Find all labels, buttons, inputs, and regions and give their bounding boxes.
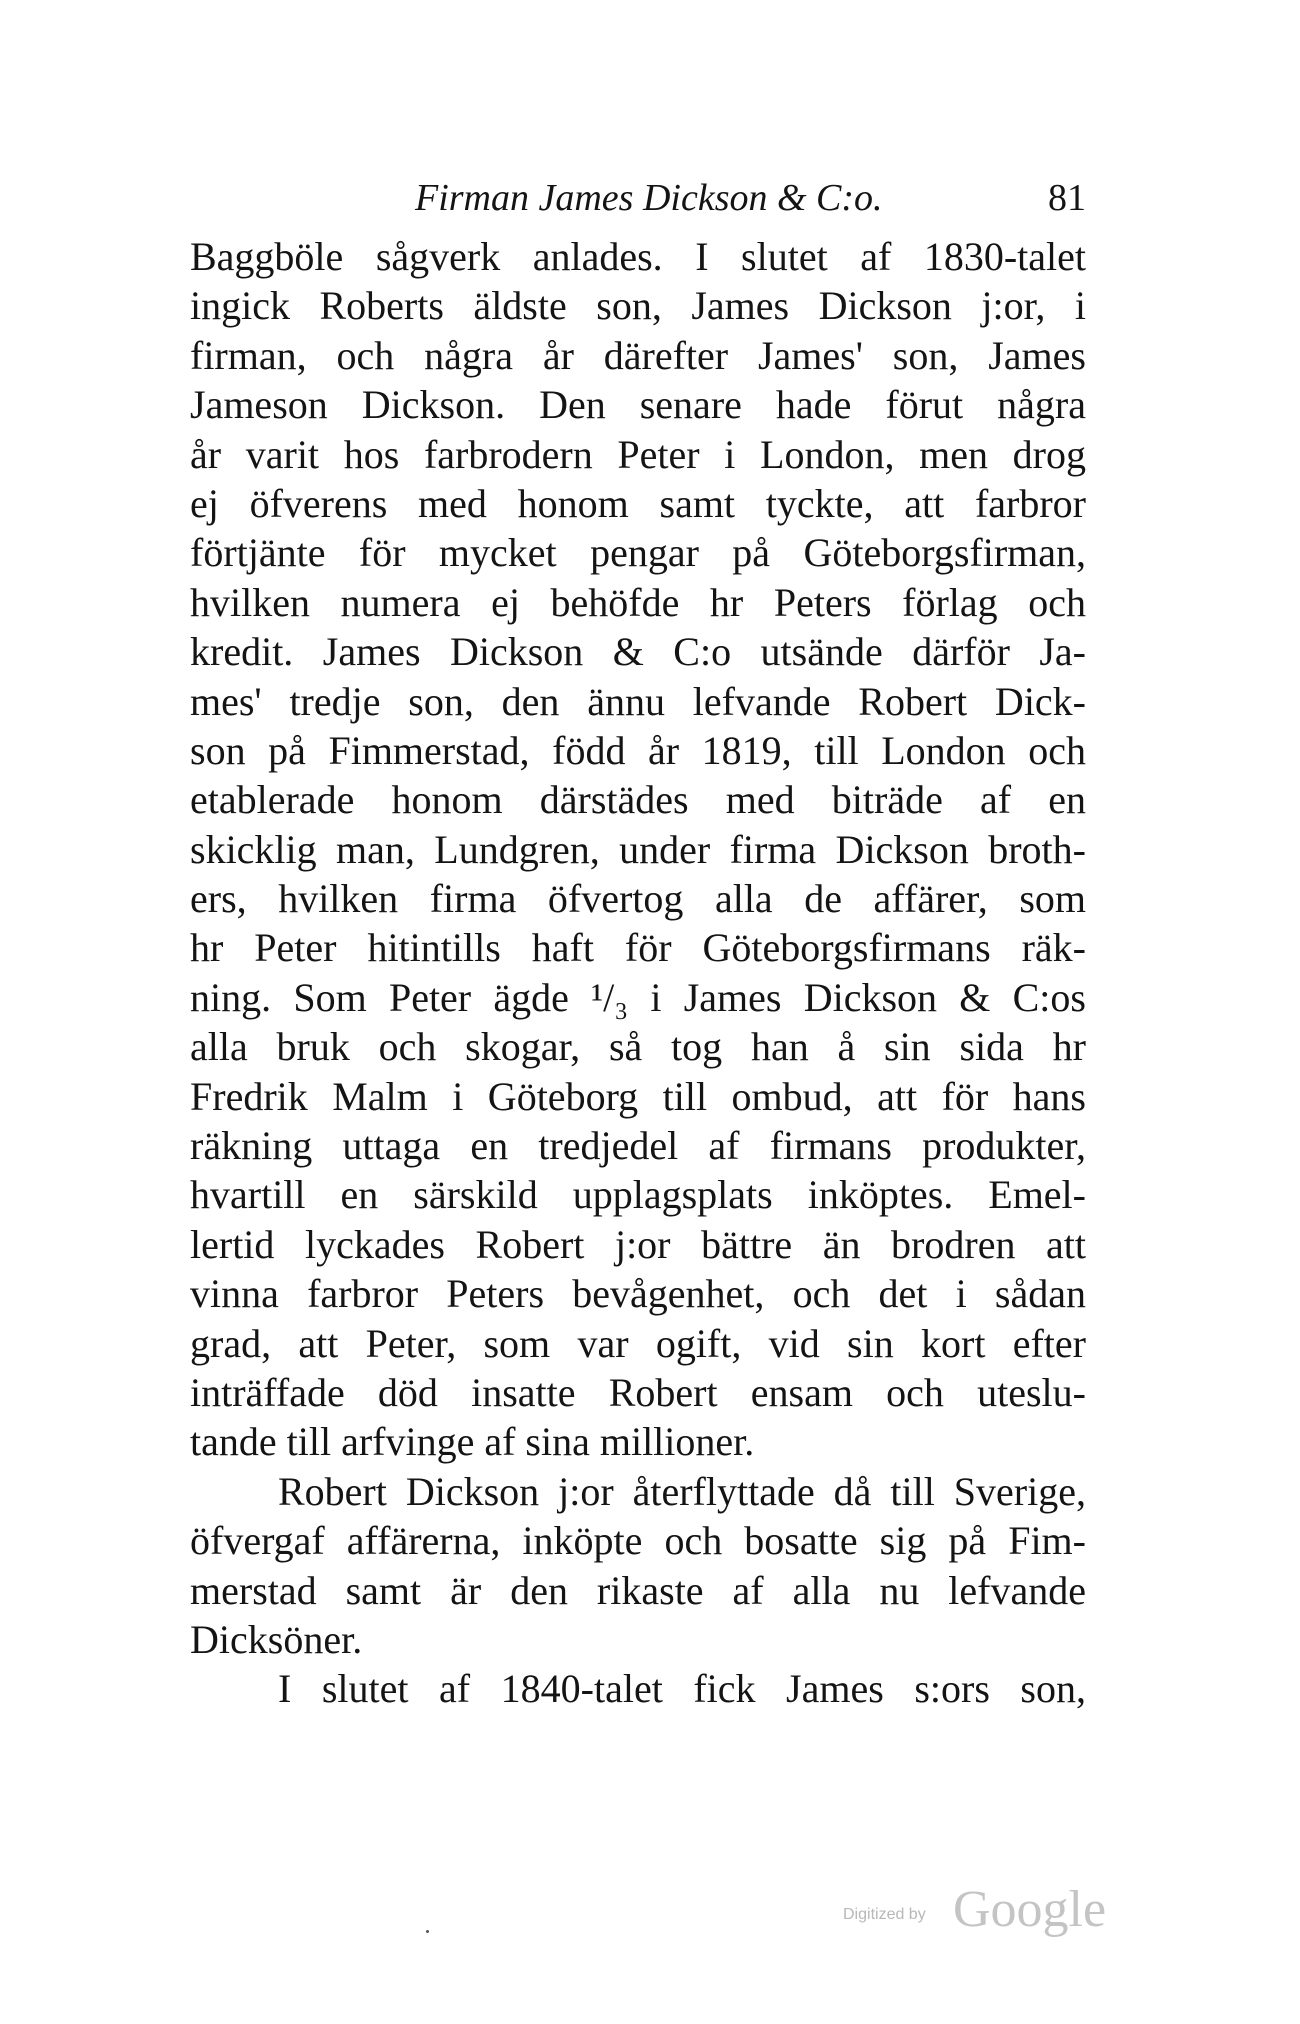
text-line: hr Peter hitintills haft för Göteborgsfirmans räk-	[190, 925, 1086, 971]
google-logo: Google	[953, 1881, 1107, 1938]
text-line: räkning uttaga en tredjedel af firmans produkter,	[190, 1123, 1086, 1169]
text-line: ingick Roberts äldste son, James Dickson j:or, i	[190, 283, 1086, 329]
text-line: lertid lyckades Robert j:or bättre än brodren att	[190, 1221, 1086, 1267]
running-title: Firman James Dickson & C:o.	[415, 177, 883, 219]
text-line: skicklig man, Lundgren, under firma Dickson broth-	[190, 826, 1086, 872]
text-line: Dicksöner.	[190, 1616, 363, 1662]
text-line: förtjänte för mycket pengar på Göteborgsfirman,	[190, 530, 1086, 576]
text-line: etablerade honom därstädes med biträde af en	[190, 777, 1086, 823]
text-line: tande till arfvinge af sina millioner.	[190, 1419, 755, 1465]
text-line: inträffade död insatte Robert ensam och uteslu-	[190, 1369, 1086, 1415]
text-line: ning. Som Peter ägde ¹/₃ i James Dickson & C:os	[190, 974, 1086, 1020]
digitized-watermark	[843, 1880, 1107, 1940]
text-line: I slutet af 1840-talet fick James s:ors son,	[278, 1666, 1086, 1712]
text-line: mes' tredje son, den ännu lefvande Robert Dick-	[190, 678, 1086, 724]
watermark-prefix: Digitized by	[843, 1906, 926, 1923]
text-line: Jameson Dickson. Den senare hade förut några	[190, 382, 1086, 428]
body-text	[190, 232, 1086, 1714]
text-line: hvilken numera ej behöfde hr Peters förlag och	[190, 579, 1086, 625]
text-line: ers, hvilken firma öfvertog alla de affärer, som	[190, 876, 1086, 922]
text-line: kredit. James Dickson & C:o utsände därför Ja-	[190, 629, 1086, 675]
text-line: öfvergaf affärerna, inköpte och bosatte sig på Fim-	[190, 1518, 1086, 1564]
text-line: år varit hos farbrodern Peter i London, men drog	[190, 431, 1086, 477]
text-line: hvartill en särskild upplagsplats inköptes. Emel-	[190, 1172, 1086, 1218]
text-line: firman, och några år därefter James' son, James	[190, 332, 1086, 378]
text-line: merstad samt är den rikaste af alla nu lefvande	[190, 1567, 1086, 1613]
text-line: vinna farbror Peters bevågenhet, och det i sådan	[190, 1271, 1086, 1317]
page-number: 81	[1048, 177, 1086, 219]
text-line: alla bruk och skogar, så tog han å sin sida hr	[190, 1024, 1086, 1070]
stray-dot	[426, 1930, 429, 1933]
text-line: Robert Dickson j:or återflyttade då till Sverige,	[278, 1468, 1086, 1514]
text-line: son på Fimmerstad, född år 1819, till London och	[190, 727, 1086, 773]
text-line: ej öfverens med honom samt tyckte, att farbror	[190, 480, 1086, 526]
text-line: Baggböle sågverk anlades. I slutet af 1830-talet	[190, 234, 1086, 279]
text-line: grad, att Peter, som var ogift, vid sin kort efter	[190, 1320, 1086, 1366]
page-header	[190, 168, 1086, 228]
text-line: Fredrik Malm i Göteborg till ombud, att för hans	[190, 1073, 1086, 1119]
